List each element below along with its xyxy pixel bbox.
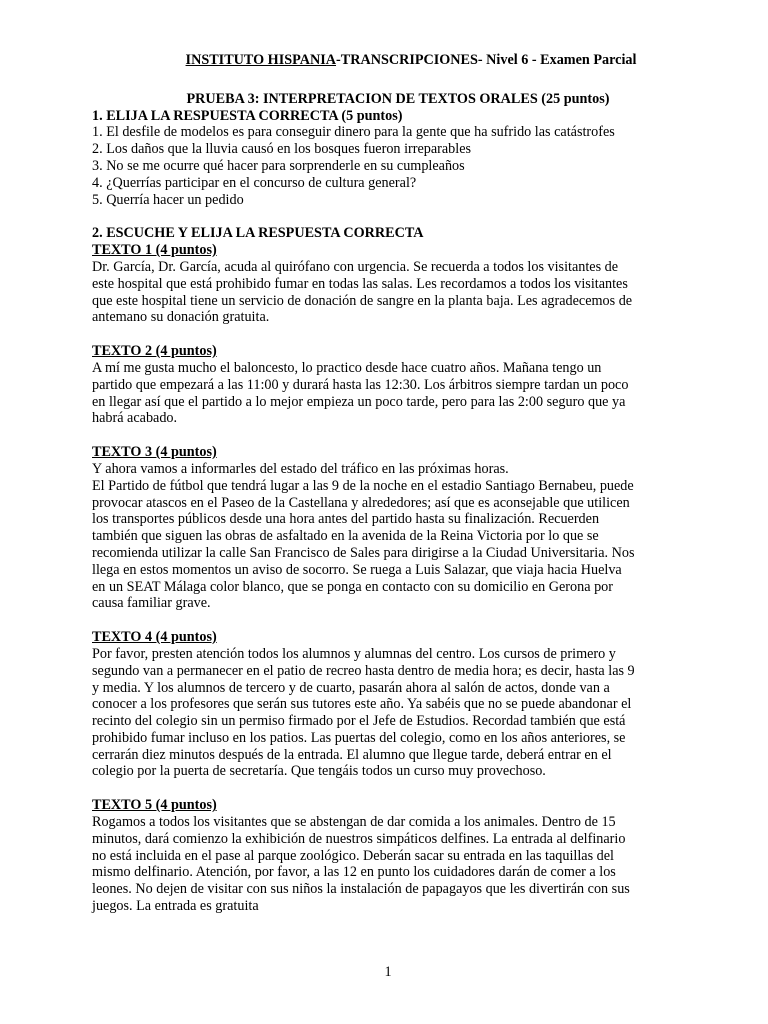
text-line: leones. No dejen de visitar con sus niños la instalación de papagayos que les divertirán con sus xyxy=(92,881,630,898)
list-item: 4. ¿Querrías participar en el concurso de cultura general? xyxy=(92,174,417,191)
text-line: no está incluida en el pase al parque zoológico. Deberán sacar su entrada en las taquillas del xyxy=(92,847,614,864)
title-rest: -TRANSCRIPCIONES- Nivel 6 - Examen Parcial xyxy=(336,52,637,68)
texto-1 xyxy=(92,242,692,326)
texto-title: TEXTO 1 (4 puntos) xyxy=(92,242,217,259)
text-line: recomienda utilizar la calle San Francisco de Sales para dirigirse a la Ciudad Universitaria. Nos xyxy=(92,544,635,561)
texto-title: TEXTO 3 (4 puntos) xyxy=(92,444,217,461)
text-line: conocer a los profesores que serán sus tutores este año. Ya sabéis que no se puede abandonar el xyxy=(92,696,632,713)
text-line: segundo van a permanecer en el patio de recreo hasta dentro de media hora; es decir, hasta las 9 xyxy=(92,662,635,679)
text-line: este hospital que está prohibido fumar en todas las salas. Les recordamos a todos los visitantes xyxy=(92,275,628,292)
text-line: partido que empezará a las 11:00 y durará hasta las 12:30. Los árbitros siempre tardan un poco xyxy=(92,376,629,393)
text-line: los transportes públicos desde una hora antes del partido hasta su finalización. Recuerden xyxy=(92,511,600,528)
text-line: provocar atascos en el Paseo de la Castellana y alrededores; así que es aconsejable que utilicen xyxy=(92,494,630,511)
texto-4 xyxy=(92,629,692,780)
text-line: que este hospital tiene un servicio de donación de sangre en la planta baja. Les agradecemos de xyxy=(92,292,633,309)
list-item: 3. No se me ocurre qué hacer para sorprenderle en su cumpleaños xyxy=(92,157,465,174)
text-line: en un SEAT Málaga color blanco, que se ponga en contacto con su domicilio en Gerona por xyxy=(92,578,613,595)
texto-3 xyxy=(92,444,692,612)
text-line: prohibido fumar incluso en los patios. Las puertas del colegio, como en los años anteriores, se xyxy=(92,729,626,746)
text-line: cerrarán diez minutos después de la entrada. El alumno que llegue tarde, deberá entrar en el xyxy=(92,746,612,763)
text-line: Dr. García, Dr. García, acuda al quirófano con urgencia. Se recuerda a todos los visitantes de xyxy=(92,258,619,275)
document-title xyxy=(130,52,692,69)
section-2 xyxy=(92,225,692,914)
list-item: 5. Querría hacer un pedido xyxy=(92,191,244,208)
text-line: Rogamos a todos los visitantes que se abstengan de dar comida a los animales. Dentro de 15 xyxy=(92,814,616,831)
text-line: antemano su donación gratuita. xyxy=(92,309,270,326)
texto-title: TEXTO 2 (4 puntos) xyxy=(92,343,217,360)
list-item: 1. El desfile de modelos es para conseguir dinero para la gente que ha sufrido las catástrofes xyxy=(92,124,615,141)
text-line: mismo delfinario. Atención, por favor, a las 12 en punto los cuidadores darán de comer a los xyxy=(92,864,616,881)
texto-title: TEXTO 5 (4 puntos) xyxy=(92,797,217,814)
list-item: 2. Los daños que la lluvia causó en los bosques fueron irreparables xyxy=(92,141,472,158)
text-line: y media. Y los alumnos de tercero y de cuarto, pasarán ahora al salón de actos, donde van a xyxy=(92,679,610,696)
section-1 xyxy=(92,108,692,209)
section-2-heading: 2. ESCUCHE Y ELIJA LA RESPUESTA CORRECTA xyxy=(92,225,424,242)
text-line: El Partido de fútbol que tendrá lugar a las 9 de la noche en el estadio Santiago Bernabeu, puede xyxy=(92,477,634,494)
text-line: habrá acabado. xyxy=(92,410,178,427)
texto-2 xyxy=(92,343,692,427)
text-line: juegos. La entrada es gratuita xyxy=(92,898,259,915)
texto-5 xyxy=(92,797,692,915)
text-line: llega en estos momentos un aviso de socorro. Se ruega a Luis Salazar, que viaja hacia Huelva xyxy=(92,561,622,578)
text-line: colegio por la puerta de secretaría. Que tengáis todos un curso muy provechoso. xyxy=(92,763,546,780)
prueba-heading: PRUEBA 3: INTERPRETACION DE TEXTOS ORALES (25 puntos) xyxy=(186,90,610,107)
text-line: recinto del colegio sin un permiso firmado por el Jefe de Estudios. Recordad también que está xyxy=(92,713,626,730)
text-line: causa familiar grave. xyxy=(92,595,211,612)
exam-page xyxy=(92,52,692,915)
text-line: A mí me gusta mucho el baloncesto, lo practico desde hace cuatro años. Mañana tengo un xyxy=(92,359,602,376)
text-line: minutos, dará comienzo la exhibición de nuestros simpáticos delfines. La entrada al delfinario xyxy=(92,830,626,847)
text-line: Por favor, presten atención todos los alumnos y alumnas del centro. Los cursos de primero y xyxy=(92,645,616,662)
page-number: 1 xyxy=(384,964,392,980)
text-line: Y ahora vamos a informarles del estado del tráfico en las próximas horas. xyxy=(92,460,509,477)
texto-title: TEXTO 4 (4 puntos) xyxy=(92,629,217,646)
institute-name: INSTITUTO HISPANIA xyxy=(185,52,337,68)
text-line: también que siguen las obras de asfaltado en la avenida de la Reina Victoria por lo que se xyxy=(92,528,599,545)
section-1-heading: 1. ELIJA LA RESPUESTA CORRECTA (5 puntos) xyxy=(92,107,403,124)
text-line: en llegar así que el partido a lo mejor empieza un poco tarde, pero para las 2:00 seguro que ya xyxy=(92,393,626,410)
